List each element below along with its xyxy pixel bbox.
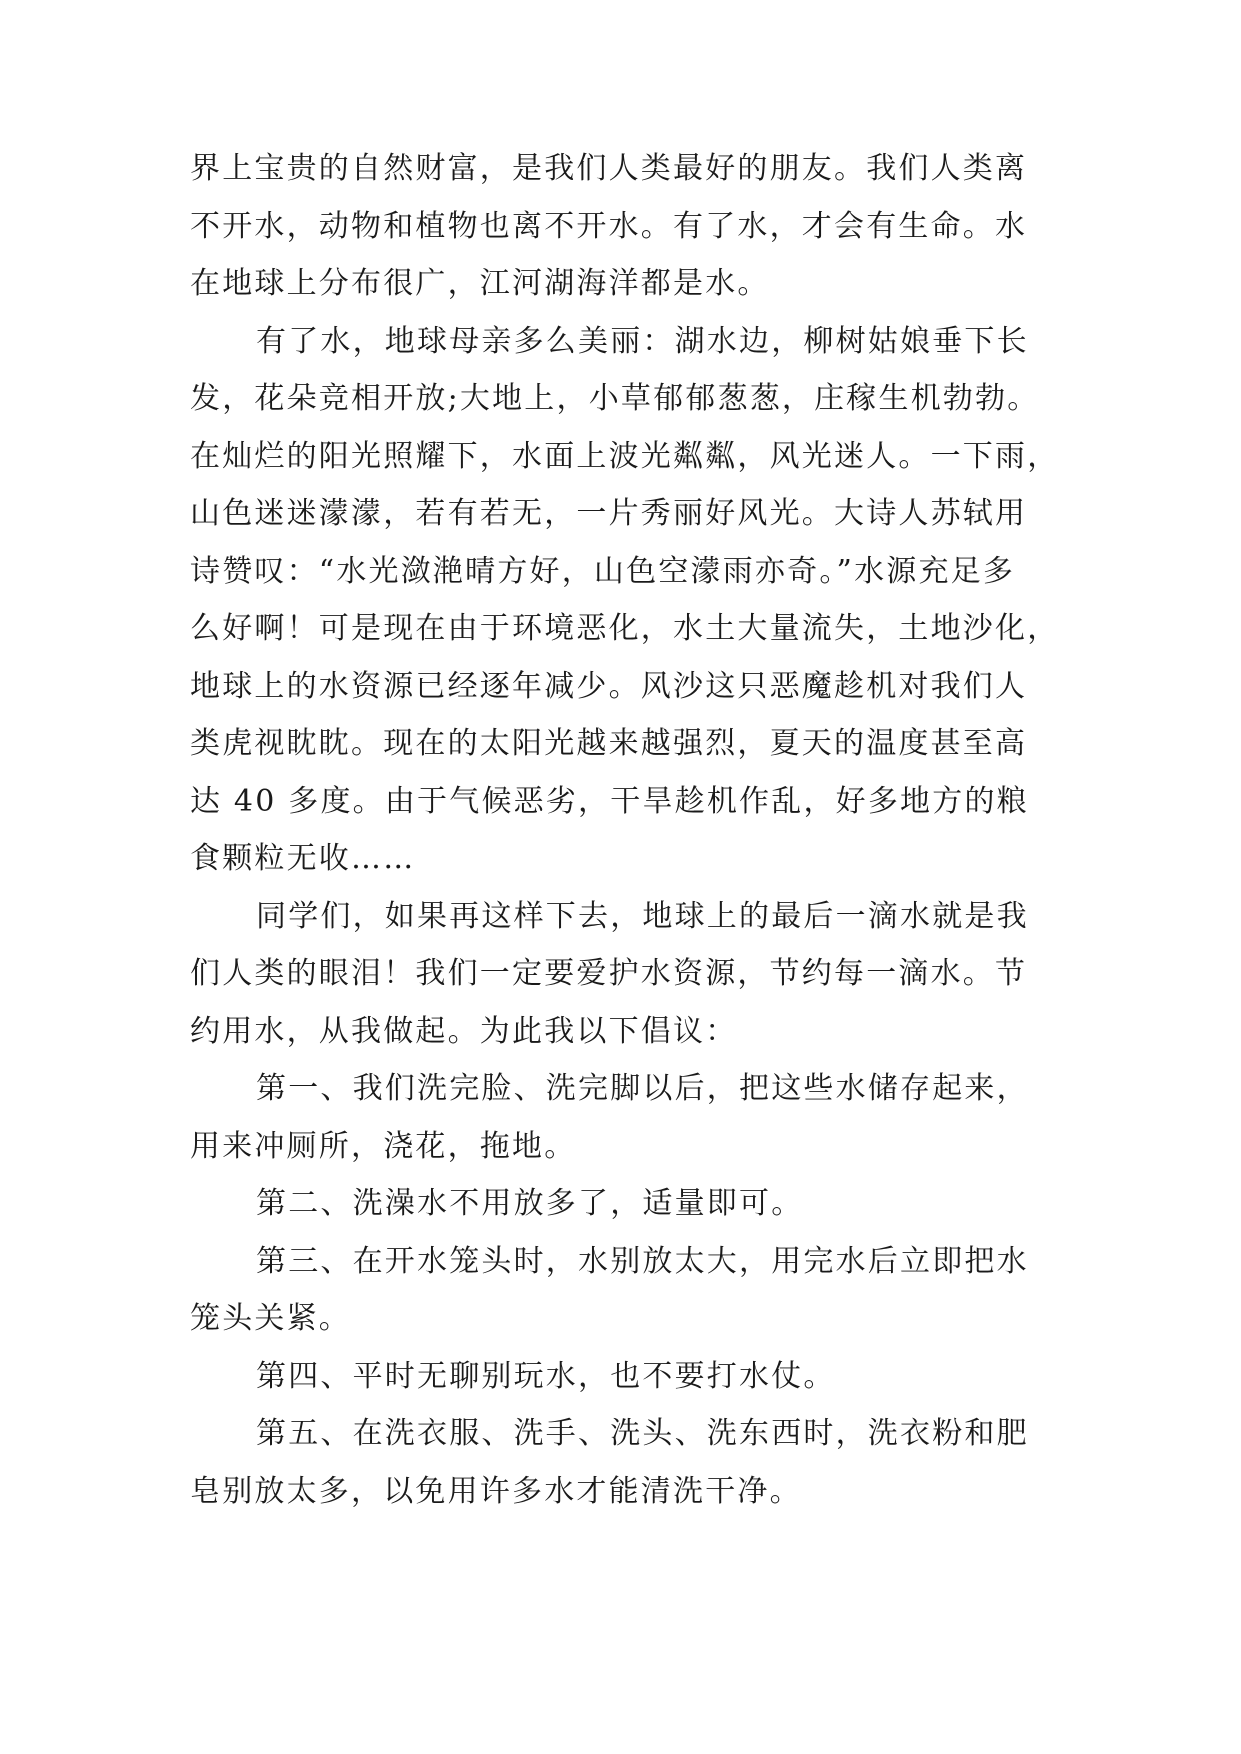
text-line: 皂别放太多，以免用许多水才能清洗干净。	[190, 1473, 802, 1509]
paragraph-2	[190, 313, 1060, 888]
text-line: 界上宝贵的自然财富，是我们人类最好的朋友。我们人类离	[190, 151, 1028, 186]
paragraph-1	[190, 140, 1060, 313]
text-line: 约用水，从我做起。为此我以下倡议：	[190, 1013, 738, 1049]
text-line: 类虎视眈眈。现在的太阳光越来越强烈，夏天的温度甚至高	[190, 726, 1028, 761]
text-line: 用来冲厕所，浇花，拖地。	[190, 1128, 577, 1164]
text-line: 地球上的水资源已经逐年减少。风沙这只恶魔趁机对我们人	[190, 668, 1028, 704]
text-line: 第五、在洗衣服、洗手、洗头、洗东西时，洗衣粉和肥	[256, 1416, 1029, 1451]
text-line: 第二、洗澡水不用放多了，适量即可。	[256, 1186, 804, 1221]
text-line: 食颗粒无收……	[190, 841, 416, 876]
text-line: 有了水，地球母亲多么美丽：湖水边，柳树姑娘垂下长	[256, 323, 1029, 359]
text-line: 们人类的眼泪！我们一定要爱护水资源，节约每一滴水。节	[190, 956, 1028, 991]
body-text	[190, 140, 1060, 1520]
paragraph-5	[190, 1175, 1060, 1233]
text-line: 诗赞叹：“水光潋滟晴方好，山色空濛雨亦奇。”水源充足多	[190, 553, 1016, 589]
text-line: 笼头关紧。	[190, 1301, 351, 1336]
text-line: 发，花朵竞相开放;大地上，小草郁郁葱葱，庄稼生机勃勃。	[190, 381, 1040, 416]
text-line: 达 40 多度。由于气候恶劣，干旱趁机作乱，好多地方的粮	[190, 783, 1029, 819]
text-line: 第四、平时无聊别玩水，也不要打水仗。	[256, 1358, 836, 1394]
text-line: 同学们，如果再这样下去，地球上的最后一滴水就是我	[256, 898, 1029, 934]
paragraph-7	[190, 1348, 1060, 1406]
paragraph-8	[190, 1405, 1060, 1520]
text-line: 山色迷迷濛濛，若有若无，一片秀丽好风光。大诗人苏轼用	[190, 496, 1028, 531]
text-line: 在地球上分布很广，江河湖海洋都是水。	[190, 266, 770, 301]
text-line: 不开水，动物和植物也离不开水。有了水，才会有生命。水	[190, 208, 1028, 244]
paragraph-3	[190, 888, 1060, 1061]
text-line: 第三、在开水笼头时，水别放太大，用完水后立即把水	[256, 1243, 1029, 1279]
text-line: 么好啊！可是现在由于环境恶化，水土大量流失，土地沙化，	[190, 611, 1060, 646]
paragraph-6	[190, 1233, 1060, 1348]
text-line: 在灿烂的阳光照耀下，水面上波光粼粼，风光迷人。一下雨，	[190, 438, 1060, 474]
paragraph-4	[190, 1060, 1060, 1175]
text-line: 第一、我们洗完脸、洗完脚以后，把这些水储存起来，	[256, 1071, 1029, 1106]
